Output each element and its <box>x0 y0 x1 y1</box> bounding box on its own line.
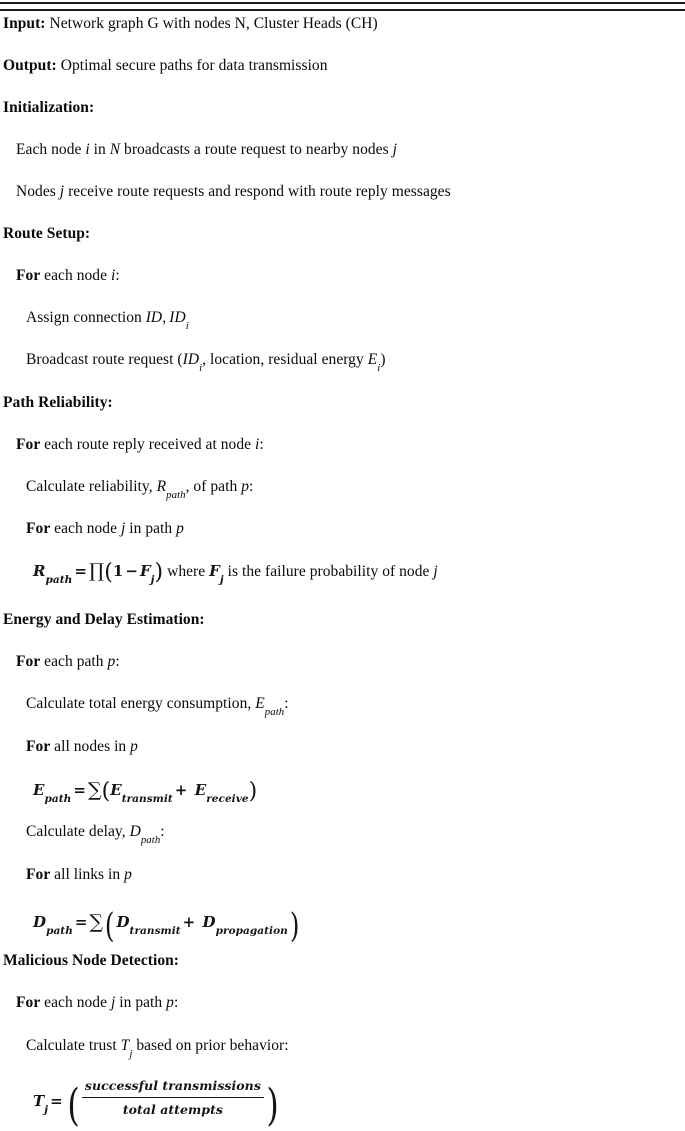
var-e: E <box>367 351 378 368</box>
text-fragment: all links in <box>50 866 125 883</box>
text-fragment: : <box>115 267 120 284</box>
heading-energy-delay: Energy and Delay Estimation: <box>3 611 205 628</box>
keyword-for: For <box>26 866 51 883</box>
var-p: p <box>124 866 132 883</box>
var-t: T <box>120 1037 130 1054</box>
heading-path-reliability: Path Reliability: <box>3 394 113 411</box>
path-reliability-calculate <box>26 477 254 502</box>
keyword-for: For <box>26 738 51 755</box>
text-fragment: each node <box>40 267 111 284</box>
math-E: E <box>33 781 45 799</box>
subscript-j: j <box>44 1104 49 1117</box>
math-sum-operator: ∑ <box>89 911 104 933</box>
var-r: R <box>156 478 167 495</box>
initialization-line-2 <box>16 182 451 202</box>
text-fragment: : <box>160 823 165 840</box>
route-setup-assign-connection <box>26 308 189 333</box>
formula-delay-path <box>33 906 301 946</box>
top-double-rule <box>0 2 685 11</box>
var-j: j <box>59 183 65 200</box>
math-plus: + <box>182 913 196 931</box>
math-open-paren: ( <box>101 779 111 804</box>
heading-route-setup: Route Setup: <box>3 225 91 242</box>
math-close-paren: ) <box>248 779 258 804</box>
text-fragment: Calculate reliability, <box>26 478 157 495</box>
text-fragment: ) <box>380 351 386 368</box>
var-p: p <box>107 653 116 670</box>
subscript-i: i <box>199 362 203 375</box>
subscript-path: path <box>45 573 73 586</box>
text-fragment: broadcasts a route request to nearby nodes <box>120 141 393 158</box>
math-F-tail <box>209 562 224 586</box>
math-close-paren: ) <box>154 560 164 585</box>
output-line <box>3 56 328 76</box>
var-i: i <box>255 436 260 453</box>
fraction-numerator: successful transmissions <box>82 1076 264 1098</box>
math-minus: − <box>125 562 138 580</box>
subscript-path: path <box>44 792 72 805</box>
var-j: j <box>120 520 126 537</box>
math-expression <box>33 560 164 586</box>
text-fragment: , <box>162 309 167 326</box>
math-open-paren: ( <box>105 906 115 946</box>
input-line <box>3 14 378 34</box>
text-fragment: all nodes in <box>50 738 131 755</box>
output-label: Output: <box>3 57 57 74</box>
text-fragment: each node <box>40 994 111 1011</box>
text-fragment: : <box>259 436 264 453</box>
subscript-j: j <box>219 573 224 586</box>
text-fragment: each path <box>40 653 108 670</box>
text-fragment: in path <box>115 994 167 1011</box>
subscript-j: j <box>129 1048 133 1061</box>
var-p: p <box>166 994 174 1011</box>
text-fragment: Broadcast route request ( <box>26 351 183 368</box>
math-F: F <box>139 562 151 580</box>
subscript-path: path <box>46 924 73 937</box>
text-fragment: Calculate delay, <box>26 823 130 840</box>
delay-for-all-links <box>26 865 132 885</box>
heading-initialization: Initialization: <box>3 99 95 116</box>
var-i: i <box>85 141 90 158</box>
math-equals: = <box>74 913 88 931</box>
math-E-transmit: E <box>110 781 122 799</box>
var-i: i <box>110 267 116 284</box>
var-e: E <box>255 695 265 712</box>
energy-for-path <box>16 652 120 672</box>
math-close-paren: ) <box>266 1080 279 1131</box>
text-fragment: in path <box>125 520 177 537</box>
math-E-receive: E <box>194 781 207 799</box>
math-one: 1 <box>112 562 124 580</box>
text-fragment: Each node <box>16 141 86 158</box>
math-expression <box>33 1078 281 1131</box>
text-fragment: in <box>89 141 110 158</box>
subscript-j: j <box>150 573 155 586</box>
math-T: T <box>33 1092 45 1111</box>
text-fragment: : <box>173 994 179 1011</box>
energy-for-all-nodes <box>26 737 138 757</box>
subscript-transmit: transmit <box>121 792 173 805</box>
math-F: F <box>209 562 220 580</box>
var-p: p <box>241 478 249 495</box>
text-fragment: : <box>115 653 120 670</box>
text-fragment: where <box>163 563 210 580</box>
subscript-i: i <box>185 320 189 333</box>
route-setup-broadcast <box>26 350 386 375</box>
text-fragment: each node <box>50 520 121 537</box>
math-R: R <box>33 562 46 580</box>
keyword-for: For <box>16 994 41 1011</box>
input-label: Input: <box>3 15 46 32</box>
text-fragment: , location, residual energy <box>202 351 368 368</box>
subscript-transmit: transmit <box>129 924 181 937</box>
math-open-paren: ( <box>67 1080 80 1131</box>
output-text: Optimal secure paths for data transmission <box>60 57 328 74</box>
malicious-for-node <box>16 993 178 1013</box>
var-p: p <box>176 520 184 537</box>
math-expression <box>33 779 258 805</box>
math-sum-operator: ∑ <box>87 779 102 801</box>
path-reliability-for-node <box>26 519 184 539</box>
var-j: j <box>433 563 438 580</box>
formula-path-reliability <box>33 560 438 586</box>
subscript-propagation: propagation <box>215 924 288 937</box>
var-id: ID <box>145 309 163 326</box>
text-fragment: : <box>284 695 289 712</box>
text-fragment: Calculate total energy consumption, <box>26 695 256 712</box>
text-fragment: Nodes <box>16 183 60 200</box>
subscript-path: path <box>166 489 186 502</box>
text-fragment: Calculate trust <box>26 1037 121 1054</box>
text-fragment: is the failure probability of node <box>223 563 434 580</box>
math-close-paren: ) <box>289 906 300 946</box>
var-id-i: ID <box>169 309 186 326</box>
formula-trust <box>33 1076 281 1131</box>
subscript-receive: receive <box>206 792 249 805</box>
math-D: D <box>33 913 47 931</box>
malicious-calculate-trust <box>26 1036 289 1061</box>
keyword-for: For <box>16 267 41 284</box>
text-fragment: receive route requests and respond with route reply messages <box>64 183 451 200</box>
subscript-path: path <box>264 706 285 719</box>
text-fragment: each route reply received at node <box>40 436 256 453</box>
math-D-transmit: D <box>116 913 130 931</box>
subscript-i: i <box>377 362 381 375</box>
var-id: ID <box>182 351 200 368</box>
var-j: j <box>110 994 116 1011</box>
fraction-denominator: total attempts <box>122 1102 223 1117</box>
math-product-operator: ∏ <box>89 560 105 582</box>
text-fragment: : <box>249 478 254 495</box>
energy-calculate-total <box>26 694 289 719</box>
route-setup-for-node <box>16 266 120 286</box>
path-reliability-for-reply <box>16 435 264 455</box>
math-equals: = <box>73 781 86 799</box>
text-fragment: , of path <box>185 478 242 495</box>
var-j: j <box>392 141 397 158</box>
math-expression <box>33 906 301 946</box>
text-fragment: based on prior behavior: <box>132 1037 289 1054</box>
math-equals: = <box>50 1092 63 1111</box>
heading-malicious-node-detection: Malicious Node Detection: <box>3 952 180 969</box>
math-equals: = <box>74 562 87 580</box>
initialization-line-1 <box>16 140 397 160</box>
subscript-path: path <box>140 834 161 847</box>
delay-calculate <box>26 822 165 847</box>
var-d: D <box>129 823 141 840</box>
keyword-for: For <box>26 520 51 537</box>
math-plus: + <box>174 781 188 799</box>
input-text: Network graph G with nodes N, Cluster Heads (CH) <box>49 15 378 32</box>
text-fragment: Assign connection <box>26 309 146 326</box>
math-fraction <box>82 1076 264 1120</box>
var-p: p <box>130 738 138 755</box>
math-open-paren: ( <box>104 560 113 585</box>
keyword-for: For <box>16 436 41 453</box>
formula-energy-path <box>33 779 258 805</box>
var-n: N <box>109 141 121 158</box>
math-D-propagation: D <box>202 913 216 931</box>
keyword-for: For <box>16 653 41 670</box>
